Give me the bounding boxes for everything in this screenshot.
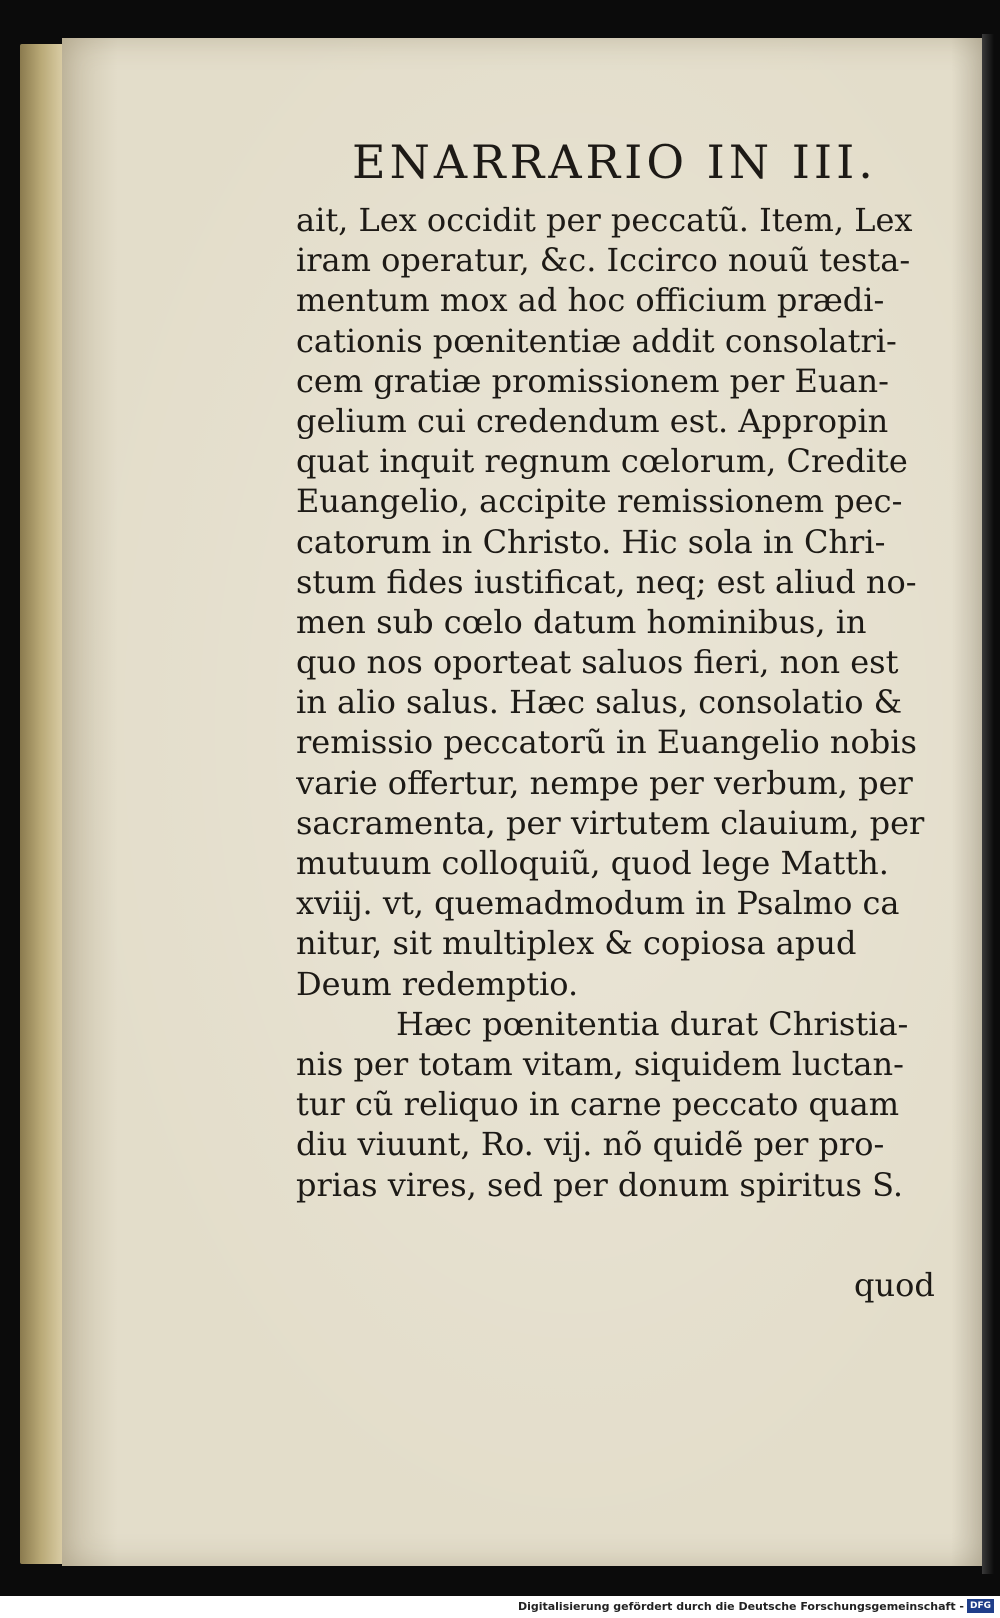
text-line: men sub cœlo datum hominibus, in (296, 602, 867, 641)
page-edge-shadow (982, 34, 994, 1574)
text-line: iram operatur, &c. Iccirco nouũ testa- (296, 241, 911, 280)
text-line: nis per totam vitam, siquidem luctan- (296, 1044, 904, 1083)
text-line: catorum in Christo. Hic sola in Chri- (296, 522, 886, 561)
text-line: mutuum colloquiũ, quod lege Matth. (296, 844, 889, 882)
text-line: Deum redemptio. (296, 964, 579, 1003)
text-line: diu viuunt, Ro. vij. nõ quidẽ per pro- (296, 1125, 885, 1164)
text-line: prias vires, sed per donum spiritus S. (296, 1165, 904, 1204)
catchword: quod (854, 1266, 935, 1304)
text-line: quat inquit regnum cœlorum, Credite (296, 442, 908, 481)
text-line: cationis pœnitentiæ addit consolatri- (296, 321, 897, 360)
footer-credit: Digitalisierung gefördert durch die Deutsche Forschungsgemeinschaft - (517, 1600, 964, 1613)
text-line: in alio salus. Hæc salus, consolatio & (296, 683, 903, 722)
text-line: gelium cui credendum est. Appropin (296, 401, 889, 440)
text-line: mentum mox ad hoc officium prædi- (296, 281, 885, 320)
text-line: stum fides iustificat, neq; est aliud no- (296, 562, 917, 601)
text-line: tur cũ reliquo in carne peccato quam (296, 1085, 900, 1124)
text-line: quo nos oporteat saluos fieri, non est (296, 643, 899, 682)
text-line: nitur, sit multiplex & copiosa apud (296, 924, 857, 963)
text-line: sacramenta, per virtutem clauium, per (296, 803, 925, 842)
text-line: Hæc pœnitentia durat Christia- (396, 1004, 909, 1043)
text-line: cem gratiæ promissionem per Euan- (296, 361, 889, 400)
text-line: Euangelio, accipite remissionem pec- (296, 482, 903, 521)
body-text (296, 200, 946, 1205)
text-line: remissio peccatorũ in Euangelio nobis (296, 723, 917, 762)
running-head: ENARRARIO IN III. (352, 135, 877, 189)
text-line: varie offertur, nempe per verbum, per (296, 763, 913, 802)
text-line: ait, Lex occidit per peccatũ. Item, Lex (296, 201, 913, 239)
text-line: xviij. vt, quemadmodum in Psalmo ca (296, 884, 900, 923)
dfg-logo-icon: DFG (967, 1599, 994, 1613)
